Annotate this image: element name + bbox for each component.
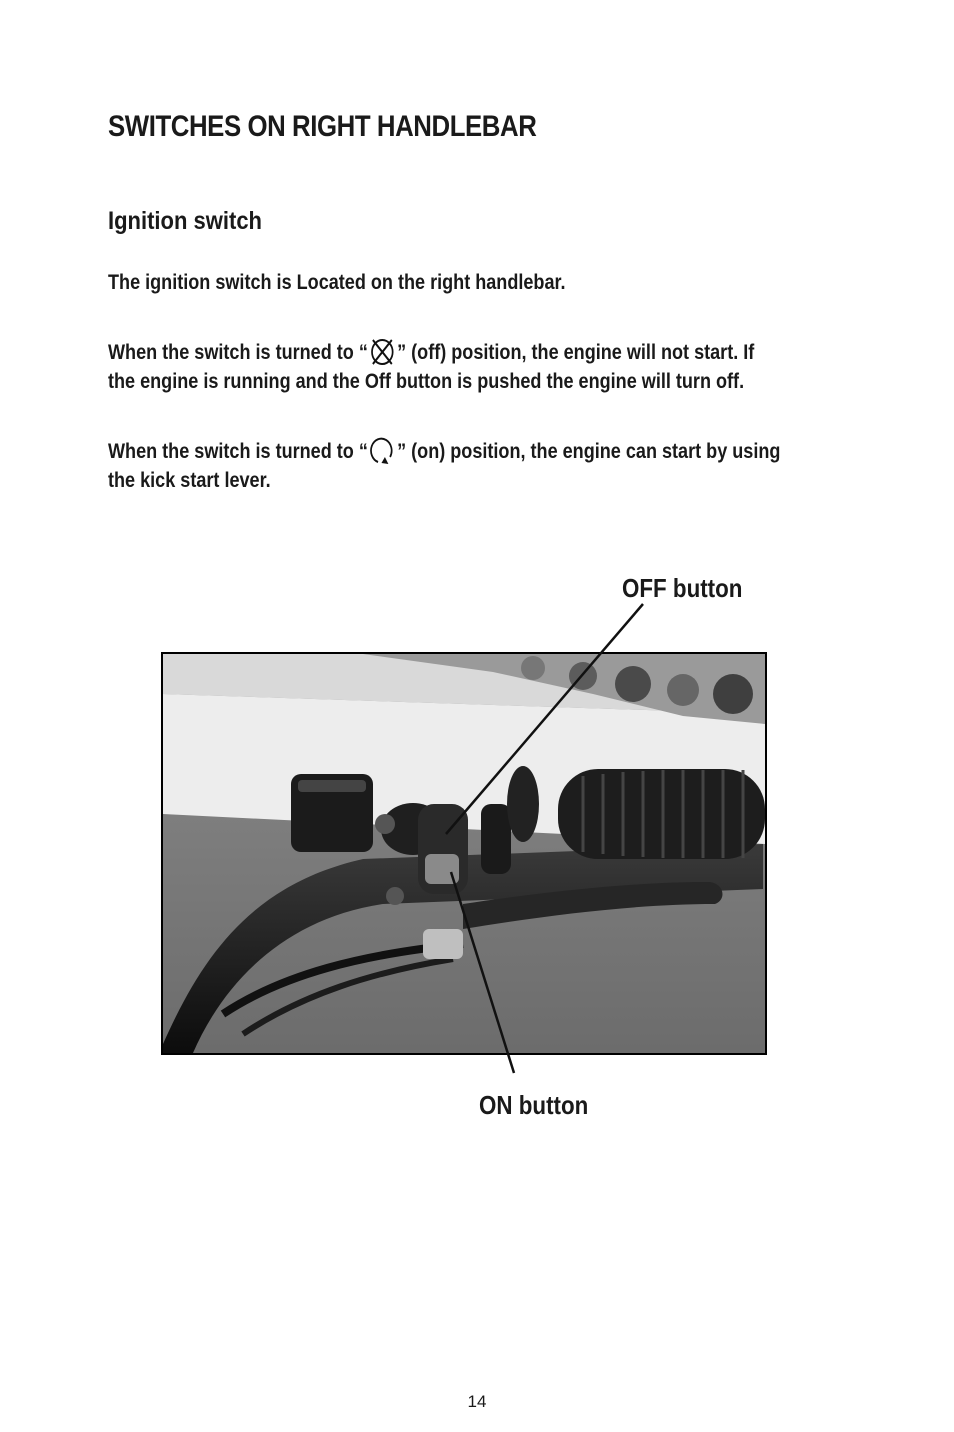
- off-button-label: OFF button: [622, 573, 743, 603]
- paragraph-on-line-1: [108, 436, 780, 466]
- paragraph-on-text-b: ” (on) position, the engine can start by using: [397, 440, 781, 463]
- paragraph-off-text-a: When the switch is turned to “: [108, 341, 368, 364]
- page-title: SWITCHES ON RIGHT HANDLEBAR: [108, 110, 537, 143]
- paragraph-off-line-2: the engine is running and the Off button is pushed the engine will turn off.: [108, 370, 745, 393]
- engine-stop-icon: [368, 337, 397, 367]
- page-number: 14: [467, 1392, 487, 1411]
- on-button-label: ON button: [479, 1090, 589, 1120]
- paragraph-on-line-2: the kick start lever.: [108, 469, 271, 492]
- handlebar-photo-illustration: [163, 654, 765, 1053]
- section-subtitle: Ignition switch: [108, 207, 262, 235]
- handlebar-photo: [161, 652, 767, 1055]
- paragraph-off-text-b: ” (off) position, the engine will not start. If: [397, 341, 755, 364]
- paragraph-off: [108, 337, 754, 396]
- paragraph-on: [108, 436, 780, 495]
- engine-run-icon: [368, 436, 397, 466]
- paragraph-on-text-a: When the switch is turned to “: [108, 440, 368, 463]
- paragraph-off-line-1: [108, 337, 754, 367]
- paragraph-location: [108, 268, 566, 297]
- paragraph-location-text: The ignition switch is Located on the right handlebar.: [108, 271, 566, 294]
